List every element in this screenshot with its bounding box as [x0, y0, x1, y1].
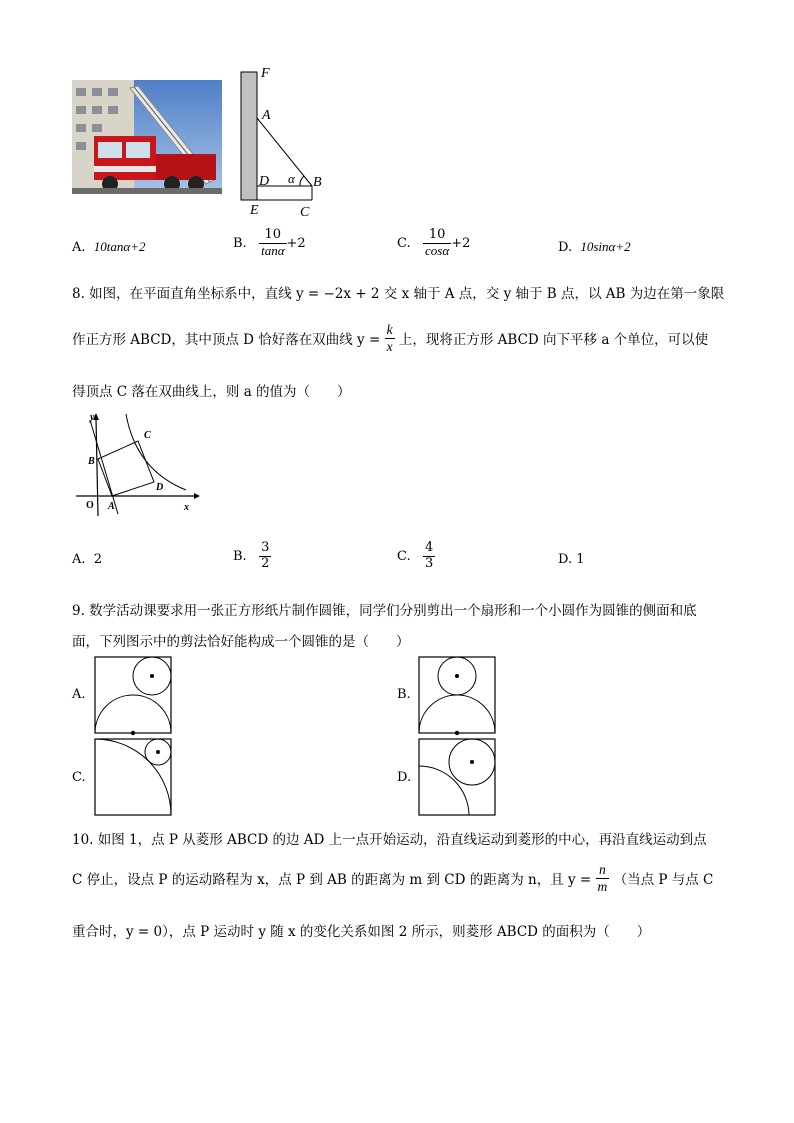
q9-option-b[interactable]: B. [397, 687, 411, 702]
q9-figure-a[interactable] [94, 656, 174, 736]
q9-figure-d[interactable] [418, 738, 498, 818]
label-alpha: α [288, 171, 295, 186]
label-C: C [300, 205, 310, 220]
q7-option-c[interactable]: C. $\frac{10}{\cos\alpha}$ +2 [397, 227, 471, 258]
label-D: D [259, 174, 270, 189]
q8-line-2: 作正方形 ABCD，其中顶点 D 恰好落在双曲线 y = $\frac{k}{x}$ 上，现将正方形 ABCD 向下平移 a 个单位，可以使 [72, 322, 709, 354]
axis-x-label: x [184, 502, 189, 513]
point-c-label: C [144, 430, 151, 441]
q9-option-a[interactable]: A. [72, 687, 86, 702]
label-B: B [313, 175, 322, 190]
q8-option-a[interactable]: A. 2 [72, 552, 103, 567]
q10-line-2: C 停止，设点 P 的运动路程为 x，点 P 到 AB 的距离为 m 到 CD 的距离为 n，且 y = $\frac{n}{m}$ （当点 P 与点 C [72, 862, 714, 894]
q8-option-c[interactable]: C. $\frac{4}{3}$ [397, 540, 434, 571]
q8-line-1: 8. 如图，在平面直角坐标系中，直线 y = −2x + 2 交 x 轴于 A 点，交 y 轴于 B 点，以 AB 为边在第一象限 [72, 286, 725, 302]
q9-figure-c[interactable] [94, 738, 174, 818]
label-E: E [250, 203, 259, 218]
q7-ladder-diagram [236, 64, 336, 224]
q8-option-b[interactable]: B. $\frac{3}{2}$ [233, 540, 270, 571]
q9-option-c[interactable]: C. [72, 770, 86, 785]
point-b-label: B [88, 456, 95, 467]
label-A: A [262, 108, 271, 123]
label-F: F [261, 66, 270, 81]
q10-line-1: 10. 如图 1，点 P 从菱形 ABCD 的边 AD 上一点开始运动，沿直线运动到菱形的中心，再沿直线运动到点 [72, 832, 707, 848]
q9-option-d[interactable]: D. [397, 770, 412, 785]
q10-line-3: 重合时，y = 0），点 P 运动时 y 随 x 的变化关系如图 2 所示，则菱形 ABCD 的面积为（ ） [72, 924, 651, 940]
fire-truck-photo [72, 80, 222, 194]
point-a-label: A [108, 501, 115, 512]
q9-line-1: 9. 数学活动课要求用一张正方形纸片制作圆锥，同学们分别剪出一个扇形和一个小圆作为圆锥的侧面和底 [72, 603, 697, 619]
q8-line-3: 得顶点 C 落在双曲线上，则 a 的值为（ ） [72, 384, 351, 400]
point-d-label: D [156, 482, 164, 493]
q8-option-d[interactable]: D. 1 [558, 552, 585, 567]
q9-figure-b[interactable] [418, 656, 498, 736]
q7-option-b[interactable]: B. $\frac{10}{\tan\alpha}$ +2 [233, 227, 306, 258]
q8-coordinate-figure [72, 410, 202, 520]
origin-label: O [86, 500, 94, 511]
q9-line-2: 面，下列图示中的剪法恰好能构成一个圆锥的是（ ） [72, 634, 410, 650]
axis-y-label: y [90, 412, 95, 423]
q7-option-d[interactable]: D. 10sinα+2 [558, 239, 631, 255]
q7-option-a[interactable]: A. 10tanα+2 [72, 239, 146, 255]
